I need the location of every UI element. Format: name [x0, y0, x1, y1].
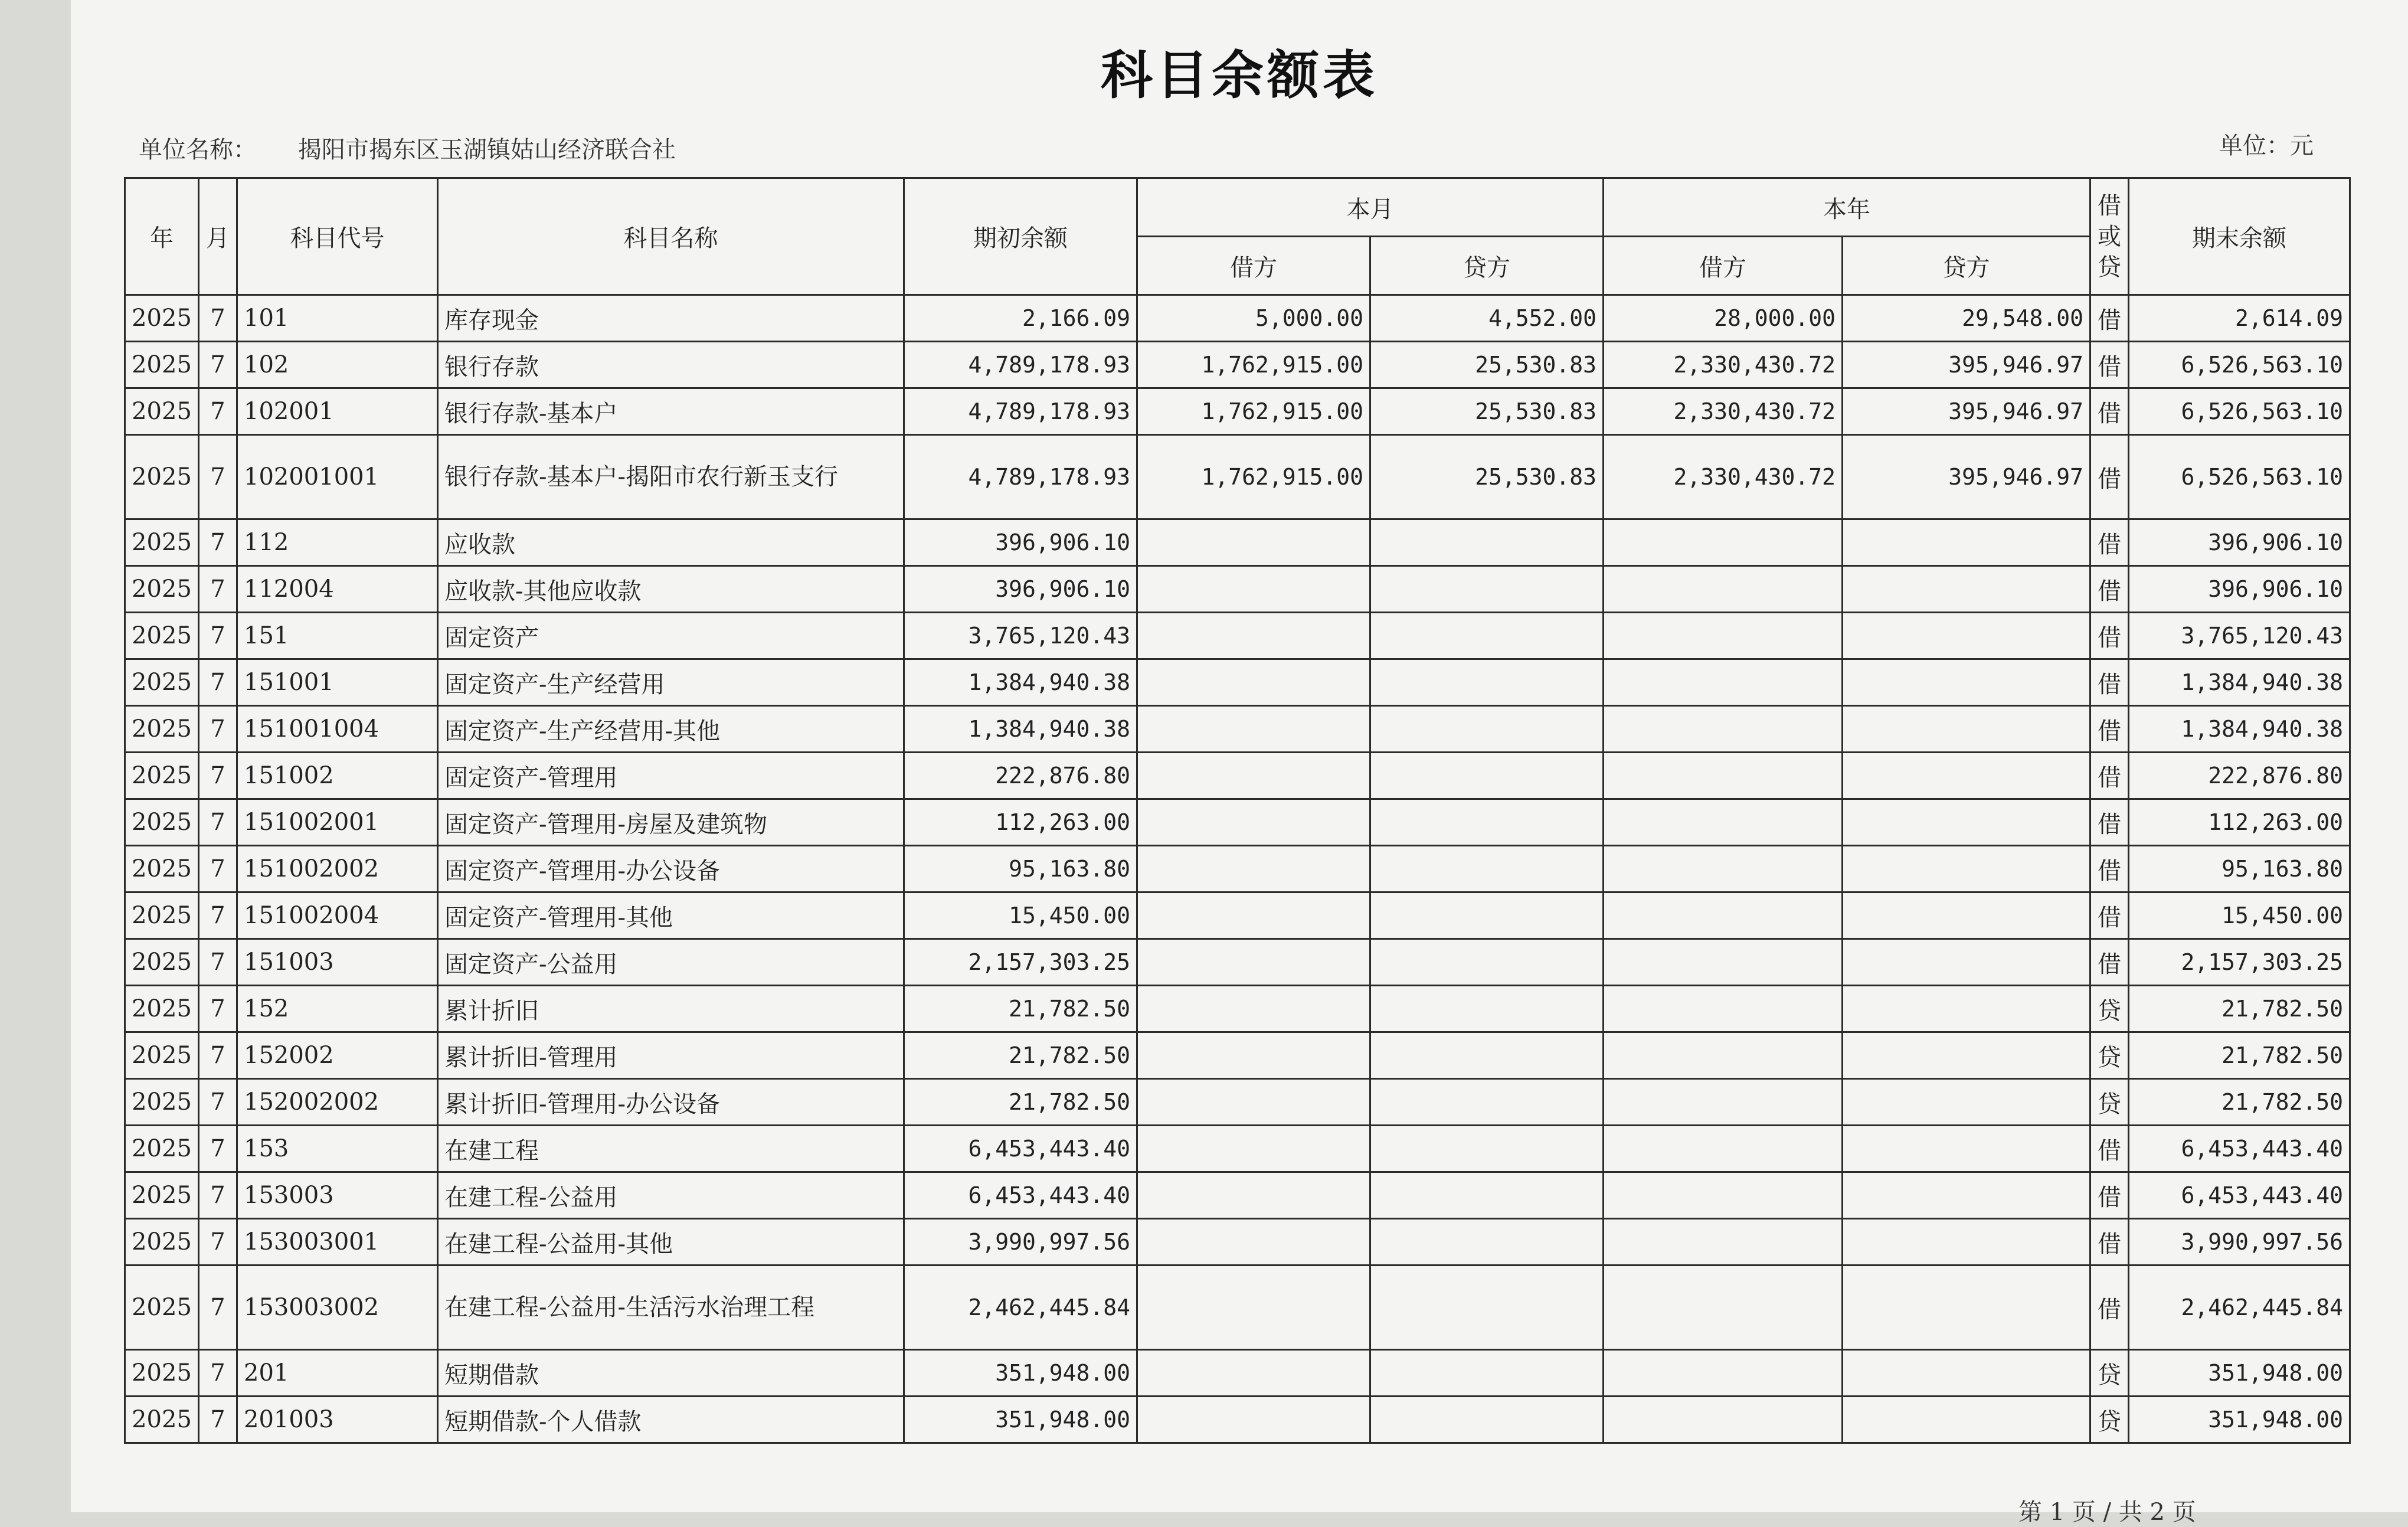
- cell-month-credit: [1370, 799, 1604, 846]
- cell-month-credit: [1370, 986, 1604, 1032]
- cell-month-debit: 1,762,915.00: [1137, 388, 1370, 435]
- cell-year-debit: [1604, 1266, 1843, 1350]
- cell-month: 7: [199, 753, 237, 799]
- cell-code: 152: [237, 986, 438, 1032]
- cell-month-debit: [1137, 613, 1370, 659]
- cell-opening: 396,906.10: [904, 519, 1137, 566]
- currency-unit: 单位：元: [2219, 132, 2314, 159]
- cell-month: 7: [199, 1172, 237, 1219]
- cell-year-credit: 395,946.97: [1843, 342, 2090, 388]
- cell-month-debit: [1137, 706, 1370, 753]
- cell-year-credit: [1843, 753, 2090, 799]
- cell-direction: 借: [2090, 892, 2129, 939]
- cell-closing: 21,782.50: [2129, 1032, 2350, 1079]
- cell-year: 2025: [125, 519, 199, 566]
- cell-month-credit: [1370, 706, 1604, 753]
- cell-name: 固定资产-生产经营用-其他: [438, 706, 904, 753]
- cell-month: 7: [199, 986, 237, 1032]
- table-row: [125, 519, 2350, 566]
- cell-month-credit: [1370, 892, 1604, 939]
- cell-month-credit: [1370, 939, 1604, 986]
- cell-name: 固定资产-生产经营用: [438, 659, 904, 706]
- cell-code: 101: [237, 295, 438, 342]
- cell-month-credit: [1370, 1397, 1604, 1443]
- cell-year: 2025: [125, 566, 199, 613]
- table-row: [125, 566, 2350, 613]
- balance-table: [124, 177, 2351, 1444]
- cell-month-credit: 4,552.00: [1370, 295, 1604, 342]
- cell-year-credit: [1843, 706, 2090, 753]
- cell-direction: 借: [2090, 566, 2129, 613]
- cell-year-debit: [1604, 613, 1843, 659]
- col-name: 科目名称: [438, 178, 904, 295]
- table-row: [125, 706, 2350, 753]
- cell-code: 102: [237, 342, 438, 388]
- cell-name: 累计折旧-管理用: [438, 1032, 904, 1079]
- cell-closing: 2,462,445.84: [2129, 1266, 2350, 1350]
- cell-year-credit: [1843, 846, 2090, 892]
- cell-month-debit: [1137, 1126, 1370, 1172]
- col-code: 科目代号: [237, 178, 438, 295]
- cell-year: 2025: [125, 799, 199, 846]
- col-year: 年: [125, 178, 199, 295]
- cell-opening: 21,782.50: [904, 986, 1137, 1032]
- cell-code: 151002002: [237, 846, 438, 892]
- cell-closing: 1,384,940.38: [2129, 659, 2350, 706]
- cell-year-debit: [1604, 566, 1843, 613]
- cell-year-debit: [1604, 892, 1843, 939]
- cell-month: 7: [199, 1266, 237, 1350]
- cell-year: 2025: [125, 388, 199, 435]
- cell-year-credit: [1843, 659, 2090, 706]
- cell-code: 151003: [237, 939, 438, 986]
- cell-name: 银行存款-基本户-揭阳市农行新玉支行: [438, 435, 904, 519]
- cell-direction: 借: [2090, 753, 2129, 799]
- cell-month-credit: [1370, 613, 1604, 659]
- cell-year-credit: [1843, 1266, 2090, 1350]
- cell-month-debit: [1137, 1079, 1370, 1126]
- col-month-debit: 借方: [1137, 237, 1370, 295]
- cell-opening: 21,782.50: [904, 1079, 1137, 1126]
- cell-name: 短期借款-个人借款: [438, 1397, 904, 1443]
- cell-direction: 借: [2090, 342, 2129, 388]
- cell-code: 201: [237, 1350, 438, 1397]
- cell-year: 2025: [125, 1079, 199, 1126]
- cell-month: 7: [199, 659, 237, 706]
- cell-month-debit: [1137, 1172, 1370, 1219]
- cell-month: 7: [199, 939, 237, 986]
- cell-code: 112: [237, 519, 438, 566]
- cell-opening: 95,163.80: [904, 846, 1137, 892]
- cell-closing: 396,906.10: [2129, 566, 2350, 613]
- cell-opening: 1,384,940.38: [904, 706, 1137, 753]
- cell-code: 153003: [237, 1172, 438, 1219]
- unit-name-label: 单位名称：: [139, 136, 257, 164]
- page-footer: 第 1 页 / 共 2 页: [2018, 1499, 2196, 1526]
- cell-code: 151002001: [237, 799, 438, 846]
- cell-closing: 1,384,940.38: [2129, 706, 2350, 753]
- cell-month-debit: [1137, 986, 1370, 1032]
- cell-month-debit: [1137, 1397, 1370, 1443]
- table-row: [125, 1266, 2350, 1350]
- cell-month-credit: [1370, 1032, 1604, 1079]
- cell-closing: 2,614.09: [2129, 295, 2350, 342]
- cell-month-debit: [1137, 1032, 1370, 1079]
- cell-name: 固定资产-管理用-其他: [438, 892, 904, 939]
- unit-name-value: 揭阳市揭东区玉湖镇姑山经济联合社: [298, 136, 676, 164]
- cell-name: 累计折旧-管理用-办公设备: [438, 1079, 904, 1126]
- cell-year-debit: [1604, 986, 1843, 1032]
- cell-year-credit: 395,946.97: [1843, 435, 2090, 519]
- cell-code: 153003001: [237, 1219, 438, 1266]
- cell-direction: 借: [2090, 295, 2129, 342]
- cell-year-credit: [1843, 1126, 2090, 1172]
- cell-code: 151001: [237, 659, 438, 706]
- cell-month-credit: [1370, 1172, 1604, 1219]
- cell-name: 固定资产-管理用: [438, 753, 904, 799]
- col-this-year: 本年: [1604, 178, 2090, 237]
- cell-direction: 借: [2090, 613, 2129, 659]
- cell-month-credit: [1370, 1079, 1604, 1126]
- report-title: 科目余额表: [1100, 44, 1378, 106]
- col-direction: 借 或 贷: [2090, 178, 2129, 295]
- cell-name: 固定资产-管理用-房屋及建筑物: [438, 799, 904, 846]
- cell-direction: 借: [2090, 1266, 2129, 1350]
- cell-year-debit: [1604, 753, 1843, 799]
- cell-direction: 借: [2090, 659, 2129, 706]
- cell-year-debit: [1604, 1079, 1843, 1126]
- cell-year-credit: [1843, 1032, 2090, 1079]
- col-closing: 期末余额: [2129, 178, 2350, 295]
- table-body: [125, 295, 2350, 1443]
- table-row: [125, 892, 2350, 939]
- cell-year: 2025: [125, 295, 199, 342]
- cell-month: 7: [199, 706, 237, 753]
- cell-opening: 3,765,120.43: [904, 613, 1137, 659]
- cell-direction: 借: [2090, 799, 2129, 846]
- document-page: [71, 0, 2408, 1526]
- cell-year-debit: [1604, 939, 1843, 986]
- cell-year-debit: [1604, 519, 1843, 566]
- cell-year-debit: [1604, 846, 1843, 892]
- cell-month-credit: 25,530.83: [1370, 435, 1604, 519]
- cell-closing: 112,263.00: [2129, 799, 2350, 846]
- cell-year-credit: [1843, 1172, 2090, 1219]
- cell-opening: 6,453,443.40: [904, 1172, 1137, 1219]
- cell-closing: 2,157,303.25: [2129, 939, 2350, 986]
- cell-month-debit: [1137, 1266, 1370, 1350]
- cell-month: 7: [199, 799, 237, 846]
- table-row: [125, 1126, 2350, 1172]
- cell-direction: 贷: [2090, 1079, 2129, 1126]
- cell-opening: 21,782.50: [904, 1032, 1137, 1079]
- cell-month: 7: [199, 1350, 237, 1397]
- cell-name: 在建工程-公益用-其他: [438, 1219, 904, 1266]
- cell-year: 2025: [125, 753, 199, 799]
- cell-code: 151002: [237, 753, 438, 799]
- cell-month: 7: [199, 519, 237, 566]
- col-this-month: 本月: [1137, 178, 1604, 237]
- cell-code: 151: [237, 613, 438, 659]
- cell-direction: 借: [2090, 519, 2129, 566]
- col-month: 月: [199, 178, 237, 295]
- cell-year-debit: 2,330,430.72: [1604, 435, 1843, 519]
- cell-name: 固定资产: [438, 613, 904, 659]
- cell-year-debit: [1604, 1350, 1843, 1397]
- cell-closing: 3,990,997.56: [2129, 1219, 2350, 1266]
- cell-year: 2025: [125, 1032, 199, 1079]
- cell-closing: 396,906.10: [2129, 519, 2350, 566]
- cell-closing: 3,765,120.43: [2129, 613, 2350, 659]
- cell-opening: 4,789,178.93: [904, 435, 1137, 519]
- cell-year: 2025: [125, 986, 199, 1032]
- cell-opening: 351,948.00: [904, 1397, 1137, 1443]
- table-row: [125, 295, 2350, 342]
- cell-year: 2025: [125, 846, 199, 892]
- table-row: [125, 1079, 2350, 1126]
- cell-year-credit: 395,946.97: [1843, 388, 2090, 435]
- cell-code: 153003002: [237, 1266, 438, 1350]
- cell-closing: 21,782.50: [2129, 1079, 2350, 1126]
- cell-month: 7: [199, 1397, 237, 1443]
- cell-direction: 贷: [2090, 1032, 2129, 1079]
- cell-name: 在建工程-公益用: [438, 1172, 904, 1219]
- cell-month: 7: [199, 1032, 237, 1079]
- cell-month-credit: [1370, 753, 1604, 799]
- cell-month: 7: [199, 1079, 237, 1126]
- col-opening: 期初余额: [904, 178, 1137, 295]
- cell-closing: 21,782.50: [2129, 986, 2350, 1032]
- cell-year: 2025: [125, 1397, 199, 1443]
- cell-opening: 6,453,443.40: [904, 1126, 1137, 1172]
- cell-closing: 6,526,563.10: [2129, 388, 2350, 435]
- cell-month: 7: [199, 613, 237, 659]
- cell-direction: 贷: [2090, 986, 2129, 1032]
- cell-month-credit: 25,530.83: [1370, 388, 1604, 435]
- cell-month-credit: [1370, 659, 1604, 706]
- cell-month-credit: [1370, 1350, 1604, 1397]
- cell-direction: 贷: [2090, 1350, 2129, 1397]
- cell-month-debit: 1,762,915.00: [1137, 342, 1370, 388]
- cell-year-debit: [1604, 1126, 1843, 1172]
- cell-opening: 1,384,940.38: [904, 659, 1137, 706]
- cell-closing: 6,453,443.40: [2129, 1126, 2350, 1172]
- cell-year-debit: [1604, 706, 1843, 753]
- cell-year-debit: [1604, 799, 1843, 846]
- cell-opening: 351,948.00: [904, 1350, 1137, 1397]
- table-row: [125, 846, 2350, 892]
- cell-closing: 6,526,563.10: [2129, 342, 2350, 388]
- cell-year-credit: [1843, 1219, 2090, 1266]
- cell-month: 7: [199, 388, 237, 435]
- cell-year: 2025: [125, 939, 199, 986]
- cell-direction: 借: [2090, 435, 2129, 519]
- cell-year: 2025: [125, 659, 199, 706]
- cell-year-debit: [1604, 1397, 1843, 1443]
- cell-code: 102001: [237, 388, 438, 435]
- cell-opening: 4,789,178.93: [904, 342, 1137, 388]
- cell-closing: 351,948.00: [2129, 1350, 2350, 1397]
- cell-code: 151001004: [237, 706, 438, 753]
- cell-month-credit: [1370, 1266, 1604, 1350]
- cell-year: 2025: [125, 1172, 199, 1219]
- cell-year-debit: 2,330,430.72: [1604, 342, 1843, 388]
- cell-year-credit: [1843, 519, 2090, 566]
- cell-name: 固定资产-公益用: [438, 939, 904, 986]
- cell-direction: 贷: [2090, 1397, 2129, 1443]
- table-row: [125, 1397, 2350, 1443]
- cell-month-credit: [1370, 519, 1604, 566]
- cell-closing: 6,526,563.10: [2129, 435, 2350, 519]
- header-row-1: [125, 178, 2350, 237]
- table-row: [125, 799, 2350, 846]
- cell-opening: 15,450.00: [904, 892, 1137, 939]
- cell-opening: 2,157,303.25: [904, 939, 1137, 986]
- cell-year-debit: 2,330,430.72: [1604, 388, 1843, 435]
- cell-code: 151002004: [237, 892, 438, 939]
- cell-month: 7: [199, 846, 237, 892]
- cell-month-debit: [1137, 753, 1370, 799]
- cell-month: 7: [199, 566, 237, 613]
- cell-month-debit: [1137, 892, 1370, 939]
- cell-year-credit: [1843, 1397, 2090, 1443]
- table-row: [125, 939, 2350, 986]
- cell-name: 银行存款-基本户: [438, 388, 904, 435]
- cell-month-credit: [1370, 1219, 1604, 1266]
- cell-name: 银行存款: [438, 342, 904, 388]
- table-row: [125, 388, 2350, 435]
- cell-closing: 222,876.80: [2129, 753, 2350, 799]
- cell-year: 2025: [125, 1219, 199, 1266]
- cell-closing: 15,450.00: [2129, 892, 2350, 939]
- cell-year-debit: [1604, 1172, 1843, 1219]
- cell-name: 短期借款: [438, 1350, 904, 1397]
- cell-opening: 2,166.09: [904, 295, 1137, 342]
- cell-month: 7: [199, 435, 237, 519]
- cell-code: 102001001: [237, 435, 438, 519]
- cell-year: 2025: [125, 706, 199, 753]
- cell-name: 应收款: [438, 519, 904, 566]
- cell-direction: 借: [2090, 388, 2129, 435]
- cell-opening: 2,462,445.84: [904, 1266, 1137, 1350]
- cell-direction: 借: [2090, 939, 2129, 986]
- table-row: [125, 753, 2350, 799]
- cell-month-debit: [1137, 519, 1370, 566]
- cell-year-credit: [1843, 1079, 2090, 1126]
- cell-name: 固定资产-管理用-办公设备: [438, 846, 904, 892]
- cell-opening: 396,906.10: [904, 566, 1137, 613]
- cell-opening: 4,789,178.93: [904, 388, 1137, 435]
- cell-closing: 351,948.00: [2129, 1397, 2350, 1443]
- cell-year: 2025: [125, 1266, 199, 1350]
- cell-direction: 借: [2090, 846, 2129, 892]
- cell-month-credit: 25,530.83: [1370, 342, 1604, 388]
- cell-month-credit: [1370, 566, 1604, 613]
- cell-year-credit: [1843, 1350, 2090, 1397]
- cell-month-debit: [1137, 566, 1370, 613]
- cell-year-credit: [1843, 613, 2090, 659]
- cell-year: 2025: [125, 342, 199, 388]
- cell-name: 累计折旧: [438, 986, 904, 1032]
- cell-month-debit: [1137, 1350, 1370, 1397]
- col-year-credit: 贷方: [1843, 237, 2090, 295]
- cell-year: 2025: [125, 1350, 199, 1397]
- cell-month-debit: [1137, 1219, 1370, 1266]
- cell-name: 应收款-其他应收款: [438, 566, 904, 613]
- cell-month-credit: [1370, 846, 1604, 892]
- cell-month: 7: [199, 892, 237, 939]
- cell-month-debit: [1137, 846, 1370, 892]
- cell-month-debit: [1137, 799, 1370, 846]
- cell-year-debit: [1604, 1219, 1843, 1266]
- cell-month-debit: [1137, 939, 1370, 986]
- cell-opening: 3,990,997.56: [904, 1219, 1137, 1266]
- table-row: [125, 986, 2350, 1032]
- cell-direction: 借: [2090, 1126, 2129, 1172]
- cell-closing: 6,453,443.40: [2129, 1172, 2350, 1219]
- cell-direction: 借: [2090, 1219, 2129, 1266]
- cell-year-debit: [1604, 1032, 1843, 1079]
- cell-year-credit: [1843, 939, 2090, 986]
- cell-month-debit: 1,762,915.00: [1137, 435, 1370, 519]
- cell-month-debit: 5,000.00: [1137, 295, 1370, 342]
- cell-month: 7: [199, 342, 237, 388]
- cell-direction: 借: [2090, 1172, 2129, 1219]
- cell-code: 201003: [237, 1397, 438, 1443]
- table-row: [125, 435, 2350, 519]
- table-row: [125, 1172, 2350, 1219]
- cell-year: 2025: [125, 435, 199, 519]
- cell-month-debit: [1137, 659, 1370, 706]
- cell-name: 在建工程-公益用-生活污水治理工程: [438, 1266, 904, 1350]
- col-year-debit: 借方: [1604, 237, 1843, 295]
- cell-month: 7: [199, 1219, 237, 1266]
- cell-month-credit: [1370, 1126, 1604, 1172]
- cell-year: 2025: [125, 892, 199, 939]
- cell-year-debit: 28,000.00: [1604, 295, 1843, 342]
- cell-month: 7: [199, 1126, 237, 1172]
- cell-code: 152002: [237, 1032, 438, 1079]
- cell-opening: 222,876.80: [904, 753, 1137, 799]
- cell-code: 112004: [237, 566, 438, 613]
- table-row: [125, 613, 2350, 659]
- cell-direction: 借: [2090, 706, 2129, 753]
- cell-name: 在建工程: [438, 1126, 904, 1172]
- col-month-credit: 贷方: [1370, 237, 1604, 295]
- cell-year-debit: [1604, 659, 1843, 706]
- cell-year-credit: [1843, 566, 2090, 613]
- cell-code: 153: [237, 1126, 438, 1172]
- cell-year: 2025: [125, 613, 199, 659]
- cell-month: 7: [199, 295, 237, 342]
- cell-year-credit: [1843, 892, 2090, 939]
- cell-year-credit: [1843, 799, 2090, 846]
- cell-year: 2025: [125, 1126, 199, 1172]
- cell-opening: 112,263.00: [904, 799, 1137, 846]
- cell-name: 库存现金: [438, 295, 904, 342]
- table-row: [125, 659, 2350, 706]
- cell-code: 152002002: [237, 1079, 438, 1126]
- cell-year-credit: 29,548.00: [1843, 295, 2090, 342]
- cell-closing: 95,163.80: [2129, 846, 2350, 892]
- table-row: [125, 1032, 2350, 1079]
- cell-year-credit: [1843, 986, 2090, 1032]
- table-row: [125, 1219, 2350, 1266]
- table-row: [125, 1350, 2350, 1397]
- table-row: [125, 342, 2350, 388]
